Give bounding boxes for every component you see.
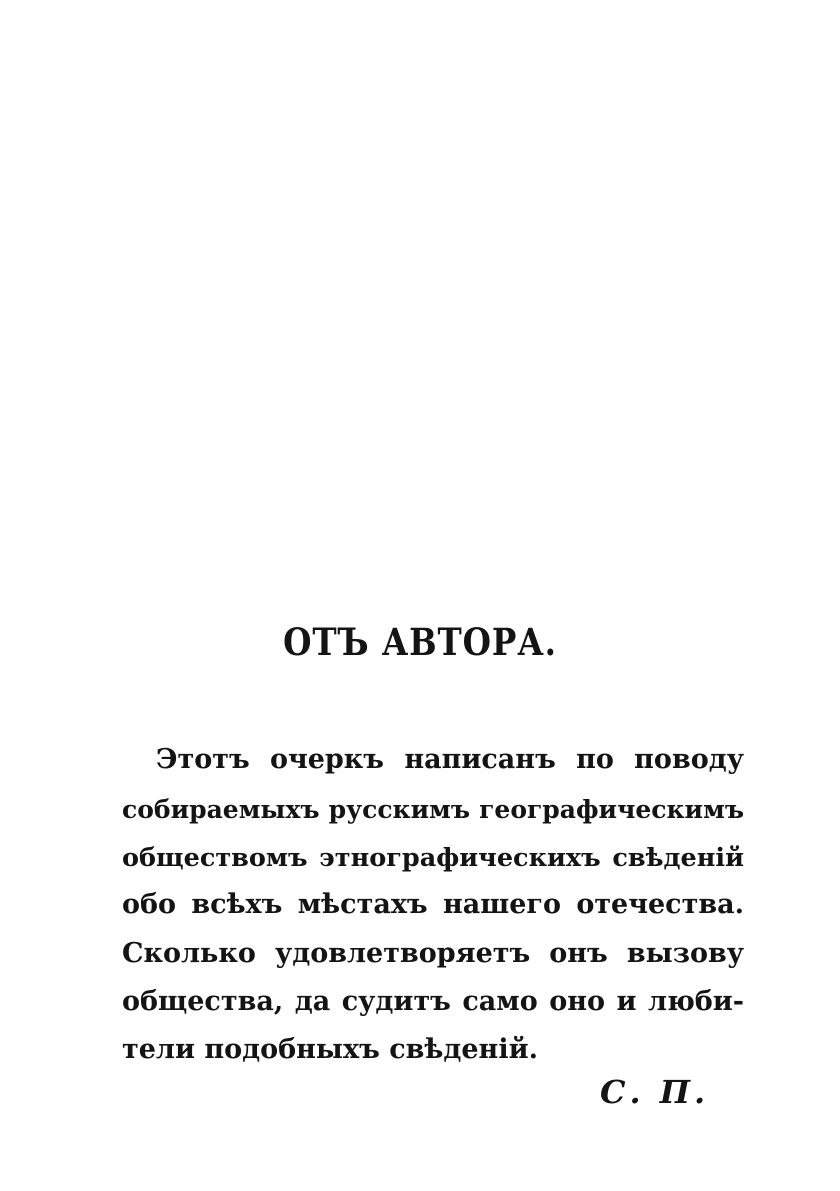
preface-heading: ОТЪ АВТОРА. bbox=[283, 620, 557, 664]
author-signature: С. П. bbox=[600, 1073, 710, 1111]
paragraph-line-6: общества, да судитъ само оно и люби- bbox=[122, 986, 744, 1017]
paragraph-line-2: собираемыхъ русскимъ географическимъ bbox=[122, 795, 744, 824]
paragraph-line-3: обществомъ этнографическихъ свѣдeній bbox=[122, 843, 744, 873]
paragraph-line-4: обо всѣхъ мѣстахъ нашего отечества. bbox=[122, 889, 744, 920]
paragraph-line-7: тели подобныхъ свѣдeній. bbox=[122, 1034, 538, 1065]
paragraph-line-1: Этотъ очеркъ написанъ по поводу bbox=[156, 744, 744, 775]
paragraph-line-5: Сколько удовлетворяетъ онъ вызову bbox=[122, 938, 744, 969]
